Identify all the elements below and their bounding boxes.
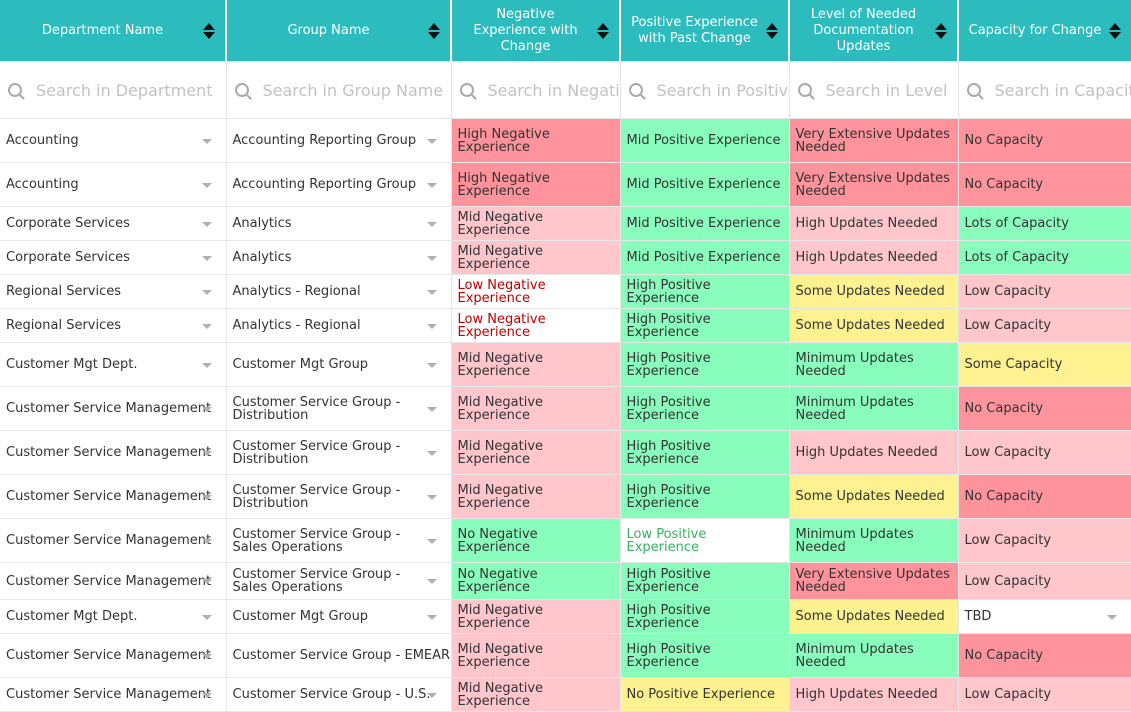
documentation-cell[interactable] [789, 519, 958, 563]
department-cell[interactable] [0, 207, 226, 241]
table-row [0, 275, 1131, 309]
positive-experience-value: No Positive Experience [626, 687, 776, 702]
capacity-value: Lots of Capacity [964, 250, 1069, 265]
negative-experience-value: Mid Negative Experience [457, 394, 544, 423]
group-cell[interactable] [226, 678, 451, 712]
positive-experience-value: High Positive Experience [626, 311, 711, 340]
group-cell[interactable] [226, 431, 451, 475]
positive-experience-value: High Positive Experience [626, 641, 711, 670]
header-label: Group Name [287, 22, 370, 38]
negative-experience-cell[interactable] [451, 678, 620, 712]
search-input-department[interactable] [36, 81, 226, 100]
search-icon [629, 83, 643, 97]
search-cell-documentation [789, 62, 958, 119]
capacity-value: TBD [964, 609, 992, 624]
documentation-value: High Updates Needed [795, 687, 938, 702]
capacity-cell[interactable] [958, 600, 1131, 634]
header-label: Level of Needed Documentation Updates [810, 6, 917, 54]
search-input-positive[interactable] [657, 81, 789, 100]
group-cell[interactable] [226, 207, 451, 241]
documentation-cell[interactable] [789, 678, 958, 712]
negative-experience-cell[interactable] [451, 431, 620, 475]
department-value: Customer Service Management [6, 687, 212, 702]
group-value: Customer Service Group - Distribution [232, 438, 401, 467]
capacity-cell[interactable] [958, 207, 1131, 241]
table-row [0, 119, 1131, 163]
chevron-down-icon[interactable] [427, 615, 437, 620]
capacity-value: No Capacity [964, 401, 1044, 416]
documentation-cell[interactable] [789, 387, 958, 431]
group-cell[interactable] [226, 475, 451, 519]
documentation-cell[interactable] [789, 563, 958, 600]
documentation-value: Minimum Updates Needed [795, 394, 914, 423]
chevron-down-icon[interactable] [202, 363, 212, 368]
negative-experience-value: Low Negative Experience [457, 277, 546, 306]
department-value: Customer Mgt Dept. [6, 609, 138, 624]
positive-experience-cell[interactable] [620, 634, 789, 678]
capacity-value: No Capacity [964, 177, 1044, 192]
positive-experience-cell[interactable] [620, 163, 789, 207]
negative-experience-value: Low Negative Experience [457, 311, 546, 340]
positive-experience-value: High Positive Experience [626, 277, 711, 306]
table-row [0, 519, 1131, 563]
group-cell[interactable] [226, 387, 451, 431]
positive-experience-value: Mid Positive Experience [626, 177, 781, 192]
capacity-value: Low Capacity [964, 318, 1052, 333]
department-cell[interactable] [0, 309, 226, 343]
documentation-value: High Updates Needed [795, 250, 938, 265]
department-value: Customer Service Management [6, 533, 212, 548]
department-value: Regional Services [6, 284, 122, 299]
search-input-capacity[interactable] [995, 81, 1131, 100]
negative-experience-cell[interactable] [451, 634, 620, 678]
table-row [0, 678, 1131, 712]
group-cell[interactable] [226, 563, 451, 600]
documentation-value: Minimum Updates Needed [795, 526, 914, 555]
positive-experience-value: Low Positive Experience [626, 526, 707, 555]
positive-experience-cell[interactable] [620, 275, 789, 309]
documentation-value: Very Extensive Updates Needed [795, 567, 950, 595]
header-row [0, 0, 1131, 62]
search-cell-positive [620, 62, 789, 119]
documentation-cell[interactable] [789, 431, 958, 475]
documentation-value: Very Extensive Updates Needed [795, 126, 950, 155]
capacity-value: Low Capacity [964, 573, 1052, 589]
positive-experience-value: High Positive Experience [626, 438, 711, 467]
header-label: Negative Experience with Change [473, 6, 578, 54]
capacity-cell[interactable] [958, 309, 1131, 343]
search-icon [8, 83, 22, 97]
group-value: Customer Service Group - U.S. [232, 687, 431, 702]
documentation-value: Some Updates Needed [795, 609, 945, 624]
documentation-cell[interactable] [789, 163, 958, 207]
department-cell[interactable] [0, 275, 226, 309]
search-icon [460, 83, 474, 97]
capacity-cell[interactable] [958, 563, 1131, 600]
chevron-down-icon[interactable] [202, 615, 212, 620]
department-value: Customer Service Management [6, 401, 212, 416]
sort-icon[interactable] [597, 23, 609, 39]
header-positive-experience[interactable] [620, 0, 789, 62]
capacity-value: No Capacity [964, 648, 1044, 663]
department-cell[interactable] [0, 563, 226, 600]
department-value: Customer Service Management [6, 489, 212, 504]
table-row [0, 475, 1131, 519]
capacity-value: Low Capacity [964, 687, 1052, 702]
capacity-cell[interactable] [958, 163, 1131, 207]
chevron-down-icon[interactable] [427, 539, 437, 544]
search-cell-group [226, 62, 451, 119]
capacity-cell[interactable] [958, 343, 1131, 387]
group-value: Customer Service Group - Sales Operations [232, 526, 401, 555]
header-label: Capacity for Change [968, 22, 1102, 38]
chevron-down-icon[interactable] [427, 363, 437, 368]
header-group[interactable] [226, 0, 451, 62]
positive-experience-value: High Positive Experience [626, 394, 711, 423]
chevron-down-icon[interactable] [427, 290, 437, 295]
group-cell[interactable] [226, 634, 451, 678]
negative-experience-cell[interactable] [451, 475, 620, 519]
chevron-down-icon[interactable] [202, 579, 212, 584]
capacity-cell[interactable] [958, 241, 1131, 275]
chevron-down-icon[interactable] [202, 324, 212, 329]
department-value: Customer Service Management [6, 445, 212, 460]
department-value: Corporate Services [6, 250, 130, 265]
documentation-cell[interactable] [789, 634, 958, 678]
documentation-value: Very Extensive Updates Needed [795, 170, 950, 199]
capacity-cell[interactable] [958, 634, 1131, 678]
positive-experience-value: Mid Positive Experience [626, 216, 781, 231]
documentation-value: Minimum Updates Needed [795, 350, 914, 379]
documentation-value: Some Updates Needed [795, 284, 945, 299]
negative-experience-cell[interactable] [451, 387, 620, 431]
negative-experience-value: Mid Negative Experience [457, 438, 544, 467]
table-row [0, 600, 1131, 634]
group-value: Accounting Reporting Group [232, 133, 417, 148]
group-value: Analytics - Regional [232, 284, 361, 299]
chevron-down-icon[interactable] [202, 256, 212, 261]
department-cell[interactable] [0, 519, 226, 563]
chevron-down-icon[interactable] [427, 222, 437, 227]
department-value: Accounting [6, 177, 79, 192]
negative-experience-cell[interactable] [451, 600, 620, 634]
group-value: Customer Service Group - Distribution [232, 482, 401, 511]
group-value: Customer Mgt Group [232, 609, 369, 624]
negative-experience-value: Mid Negative Experience [457, 680, 544, 709]
search-icon [235, 83, 249, 97]
department-value: Regional Services [6, 318, 122, 333]
negative-experience-cell[interactable] [451, 343, 620, 387]
group-value: Customer Service Group - EMEAR [232, 648, 451, 663]
header-label: Department Name [41, 22, 164, 38]
negative-experience-cell[interactable] [451, 519, 620, 563]
positive-experience-value: Mid Positive Experience [626, 250, 781, 265]
table-row [0, 431, 1131, 475]
capacity-value: No Capacity [964, 489, 1044, 504]
group-cell[interactable] [226, 309, 451, 343]
department-value: Customer Service Management [6, 573, 212, 589]
positive-experience-cell[interactable] [620, 241, 789, 275]
documentation-cell[interactable] [789, 475, 958, 519]
documentation-value: Minimum Updates Needed [795, 641, 914, 670]
positive-experience-value: High Positive Experience [626, 350, 711, 379]
group-value: Analytics [232, 216, 292, 231]
negative-experience-value: Mid Negative Experience [457, 243, 544, 272]
documentation-cell[interactable] [789, 309, 958, 343]
department-value: Accounting [6, 133, 79, 148]
search-input-documentation[interactable] [826, 81, 958, 100]
table-row [0, 343, 1131, 387]
department-cell[interactable] [0, 241, 226, 275]
header-department[interactable] [0, 0, 226, 62]
negative-experience-cell[interactable] [451, 241, 620, 275]
chevron-down-icon[interactable] [427, 495, 437, 500]
chevron-down-icon[interactable] [202, 693, 212, 698]
negative-experience-value: Mid Negative Experience [457, 482, 544, 511]
group-cell[interactable] [226, 119, 451, 163]
sort-icon[interactable] [428, 23, 440, 39]
department-cell[interactable] [0, 119, 226, 163]
chevron-down-icon[interactable] [427, 407, 437, 412]
chevron-down-icon[interactable] [202, 183, 212, 188]
documentation-value: Some Updates Needed [795, 318, 945, 333]
documentation-cell[interactable] [789, 600, 958, 634]
negative-experience-cell[interactable] [451, 309, 620, 343]
group-cell[interactable] [226, 600, 451, 634]
search-input-group[interactable] [263, 81, 451, 100]
negative-experience-value: Mid Negative Experience [457, 209, 544, 238]
positive-experience-cell[interactable] [620, 343, 789, 387]
department-cell[interactable] [0, 475, 226, 519]
positive-experience-cell[interactable] [620, 678, 789, 712]
capacity-cell[interactable] [958, 387, 1131, 431]
table-row [0, 163, 1131, 207]
sort-icon[interactable] [203, 23, 215, 39]
chevron-down-icon[interactable] [1107, 615, 1117, 620]
positive-experience-cell[interactable] [620, 519, 789, 563]
group-value: Accounting Reporting Group [232, 177, 417, 192]
capacity-value: Lots of Capacity [964, 216, 1069, 231]
capacity-cell[interactable] [958, 519, 1131, 563]
positive-experience-value: High Positive Experience [626, 482, 711, 511]
search-cell-negative [451, 62, 620, 119]
group-cell[interactable] [226, 343, 451, 387]
department-cell[interactable] [0, 634, 226, 678]
group-value: Analytics - Regional [232, 318, 361, 333]
chevron-down-icon[interactable] [427, 693, 437, 698]
negative-experience-cell[interactable] [451, 163, 620, 207]
table-row [0, 634, 1131, 678]
department-value: Customer Mgt Dept. [6, 357, 138, 372]
positive-experience-cell[interactable] [620, 475, 789, 519]
capacity-value: Some Capacity [964, 357, 1063, 372]
chevron-down-icon[interactable] [202, 654, 212, 659]
department-cell[interactable] [0, 678, 226, 712]
table-row [0, 207, 1131, 241]
sort-icon[interactable] [1109, 23, 1121, 39]
header-documentation-updates[interactable] [789, 0, 958, 62]
capacity-value: Low Capacity [964, 284, 1052, 299]
chevron-down-icon[interactable] [202, 290, 212, 295]
positive-experience-cell[interactable] [620, 431, 789, 475]
header-capacity[interactable] [958, 0, 1131, 62]
documentation-cell[interactable] [789, 275, 958, 309]
negative-experience-value: High Negative Experience [457, 170, 550, 199]
search-cell-capacity [958, 62, 1131, 119]
group-cell[interactable] [226, 519, 451, 563]
header-label: Positive Experience with Past Change [631, 14, 758, 46]
group-value: Customer Service Group - Distribution [232, 394, 401, 423]
department-value: Corporate Services [6, 216, 130, 231]
table-row [0, 309, 1131, 343]
group-cell[interactable] [226, 163, 451, 207]
table-row [0, 563, 1131, 600]
chevron-down-icon[interactable] [427, 183, 437, 188]
capacity-value: Low Capacity [964, 533, 1052, 548]
negative-experience-cell[interactable] [451, 207, 620, 241]
negative-experience-cell[interactable] [451, 563, 620, 600]
documentation-cell[interactable] [789, 241, 958, 275]
positive-experience-cell[interactable] [620, 563, 789, 600]
documentation-cell[interactable] [789, 119, 958, 163]
group-cell[interactable] [226, 241, 451, 275]
search-icon [798, 83, 812, 97]
negative-experience-cell[interactable] [451, 119, 620, 163]
department-cell[interactable] [0, 431, 226, 475]
chevron-down-icon[interactable] [427, 579, 437, 584]
capacity-value: Low Capacity [964, 445, 1052, 460]
capacity-cell[interactable] [958, 475, 1131, 519]
sort-icon[interactable] [935, 23, 947, 39]
chevron-down-icon[interactable] [202, 495, 212, 500]
table-row [0, 241, 1131, 275]
documentation-value: High Updates Needed [795, 216, 938, 231]
negative-experience-value: Mid Negative Experience [457, 350, 544, 379]
negative-experience-value: High Negative Experience [457, 126, 550, 155]
negative-experience-value: Mid Negative Experience [457, 602, 544, 631]
search-icon [967, 83, 981, 97]
table-row [0, 387, 1131, 431]
chevron-down-icon[interactable] [427, 139, 437, 144]
header-negative-experience[interactable] [451, 0, 620, 62]
positive-experience-value: High Positive Experience [626, 602, 711, 631]
sort-icon[interactable] [766, 23, 778, 39]
department-cell[interactable] [0, 600, 226, 634]
positive-experience-value: Mid Positive Experience [626, 133, 781, 148]
group-value: Customer Service Group - Sales Operations [232, 567, 401, 595]
positive-experience-cell[interactable] [620, 600, 789, 634]
documentation-cell[interactable] [789, 343, 958, 387]
positive-experience-value: High Positive Experience [626, 567, 711, 595]
positive-experience-cell[interactable] [620, 119, 789, 163]
capacity-cell[interactable] [958, 119, 1131, 163]
negative-experience-value: Mid Negative Experience [457, 641, 544, 670]
positive-experience-cell[interactable] [620, 309, 789, 343]
negative-experience-value: No Negative Experience [457, 567, 538, 595]
positive-experience-cell[interactable] [620, 207, 789, 241]
department-cell[interactable] [0, 163, 226, 207]
chevron-down-icon[interactable] [427, 256, 437, 261]
negative-experience-value: No Negative Experience [457, 526, 538, 555]
chevron-down-icon[interactable] [202, 222, 212, 227]
search-cell-department [0, 62, 226, 119]
capacity-cell[interactable] [958, 678, 1131, 712]
documentation-value: High Updates Needed [795, 445, 938, 460]
department-value: Customer Service Management [6, 648, 212, 663]
capacity-cell[interactable] [958, 431, 1131, 475]
chevron-down-icon[interactable] [427, 324, 437, 329]
search-input-negative[interactable] [488, 81, 620, 100]
negative-experience-cell[interactable] [451, 275, 620, 309]
capacity-value: No Capacity [964, 133, 1044, 148]
department-cell[interactable] [0, 343, 226, 387]
chevron-down-icon[interactable] [202, 407, 212, 412]
documentation-cell[interactable] [789, 207, 958, 241]
chevron-down-icon[interactable] [202, 539, 212, 544]
search-row [0, 62, 1131, 119]
chevron-down-icon[interactable] [427, 451, 437, 456]
documentation-value: Some Updates Needed [795, 489, 945, 504]
group-value: Analytics [232, 250, 292, 265]
group-cell[interactable] [226, 275, 451, 309]
department-cell[interactable] [0, 387, 226, 431]
chevron-down-icon[interactable] [202, 139, 212, 144]
capacity-cell[interactable] [958, 275, 1131, 309]
chevron-down-icon[interactable] [202, 451, 212, 456]
group-value: Customer Mgt Group [232, 357, 369, 372]
positive-experience-cell[interactable] [620, 387, 789, 431]
